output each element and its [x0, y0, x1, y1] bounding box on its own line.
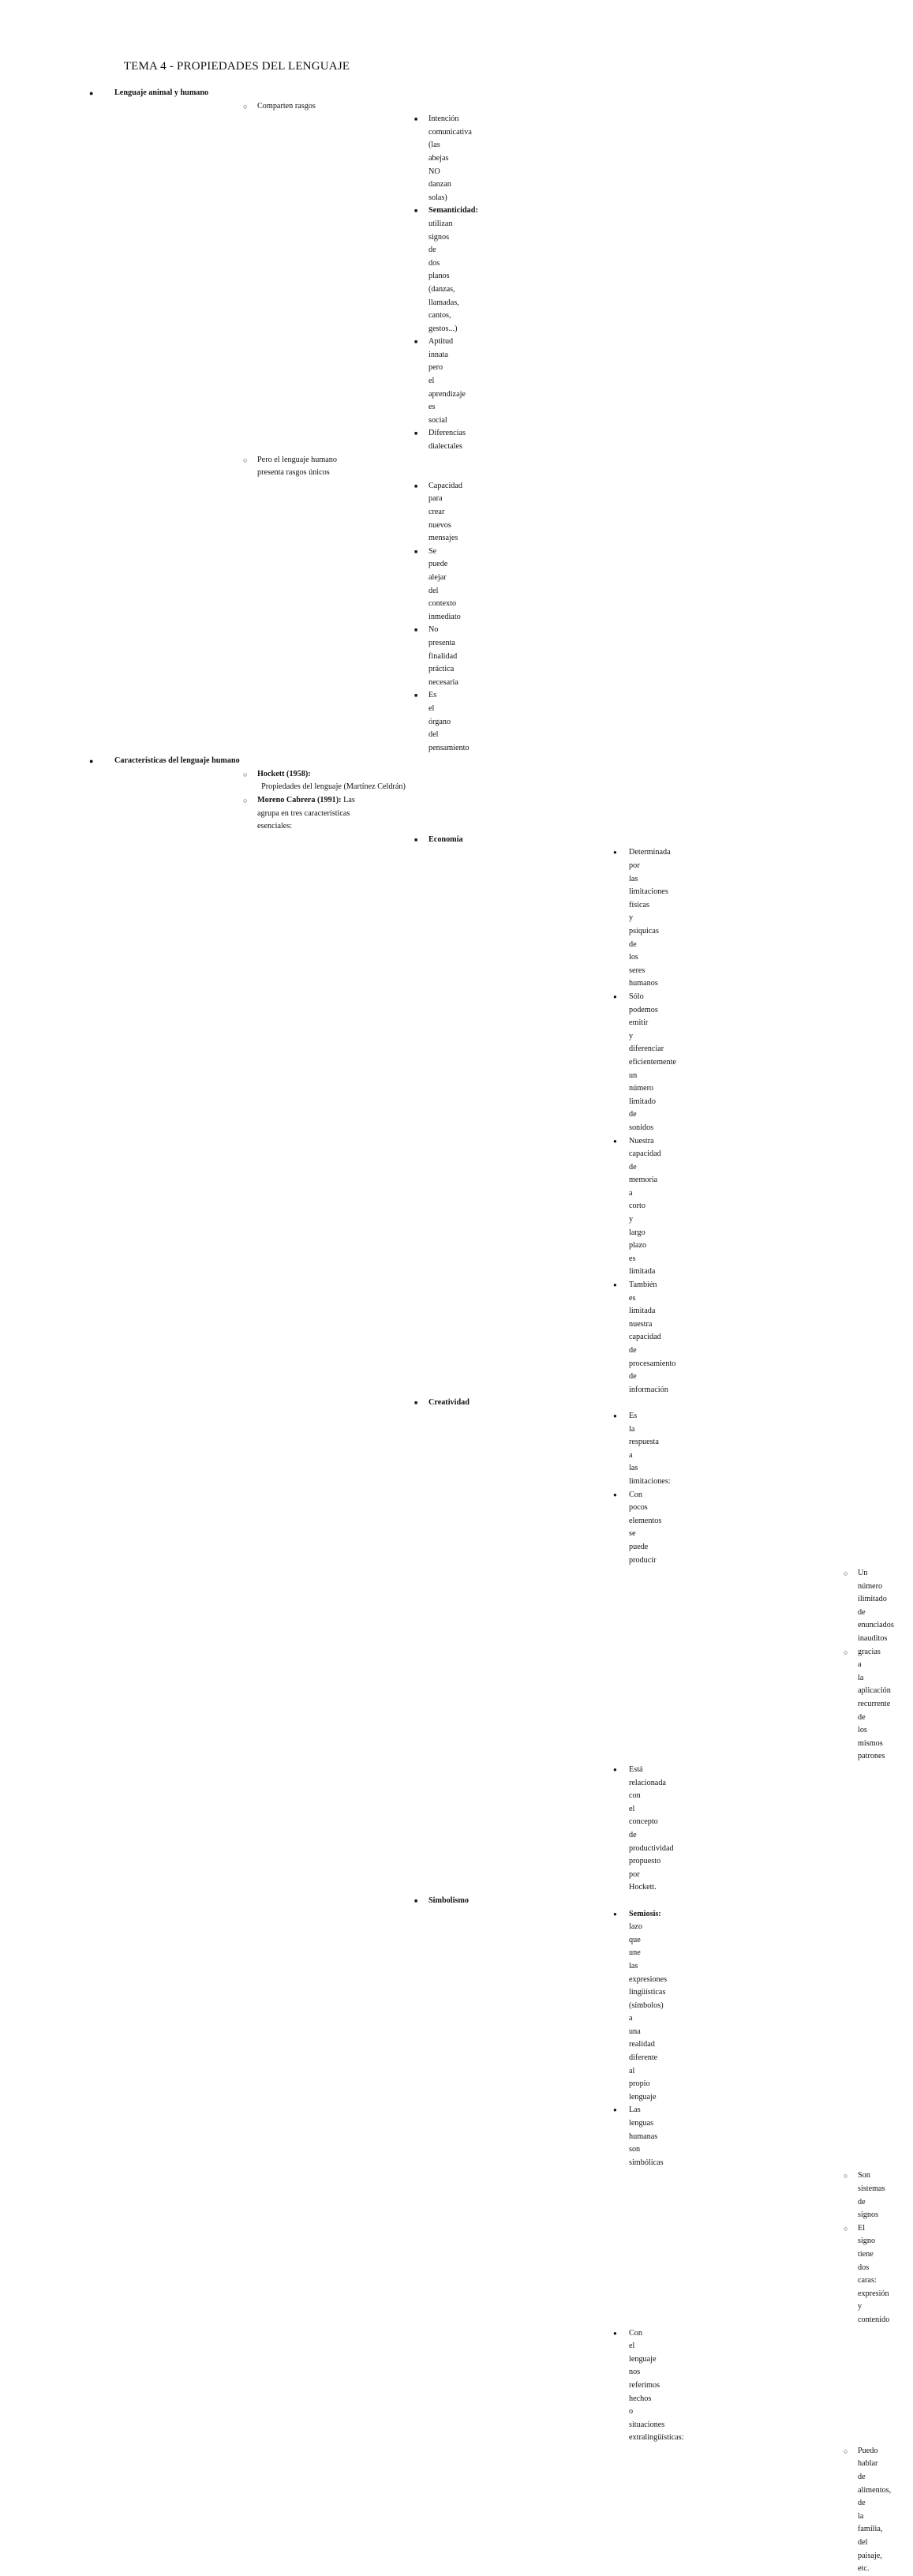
item-text: Con pocos elementos se puede producir: [629, 1490, 662, 1565]
square-bullet-icon: ■: [414, 548, 418, 555]
square-bullet-icon: ■: [414, 1400, 418, 1407]
circle-bullet-icon: ○: [844, 1569, 848, 1578]
item-text: El signo tiene dos caras: expresión y contenido: [858, 2223, 890, 2324]
list-item: [114, 794, 894, 2576]
list-item: [428, 1908, 684, 2105]
item-text: Determinada por las limitaciones físicas y psíquicas de los seres humanos: [629, 848, 671, 988]
list-item: [114, 100, 478, 454]
item-text: Propiedades del lenguaje (Martínez Celdrán): [257, 782, 406, 792]
item-text: Con el lenguaje nos referimos hechos o situaciones extralingüísticas:: [629, 2328, 684, 2443]
list-item: [257, 113, 484, 204]
item-heading: Creatividad: [428, 1398, 470, 1408]
disc-bullet-icon: ●: [89, 757, 94, 766]
section-heading: Lenguaje animal y humano: [114, 88, 209, 97]
item-bold-term: Moreno Cabrera (1991):: [257, 796, 342, 805]
square-bullet-icon: ■: [414, 692, 418, 699]
list-item: [428, 1489, 894, 1764]
item-text: Las lenguas humanas son simbólicas: [629, 2105, 664, 2167]
circle-bullet-icon: ○: [844, 2447, 848, 2455]
circle-bullet-icon: ○: [844, 2224, 848, 2233]
list-item: [257, 480, 484, 546]
square-bullet-icon: ■: [414, 836, 418, 843]
circle-bullet-icon: ○: [243, 456, 248, 464]
item-text: gracias a la aplicación recurrente de los mismos patrones: [858, 1647, 891, 1761]
circle-bullet-icon: ○: [844, 2172, 848, 2180]
list-item: [257, 427, 484, 453]
section-list: [114, 768, 894, 2576]
list-item: [257, 689, 484, 755]
item-bold-term: Semiosis:: [629, 1909, 661, 1918]
item-text: Capacidad para crear nuevos mensajes: [428, 481, 462, 543]
item-text: lazo que une las expresiones lingüísticas (símbolos) a una realidad diferente al propio lenguaje: [629, 1922, 668, 2102]
item-text: Puedo hablar de alimentos, de la familia, del paisaje, etc.: [858, 2446, 892, 2574]
disc-bullet-icon: ●: [613, 1137, 617, 1145]
square-bullet-icon: ■: [414, 627, 418, 634]
list-item-creatividad: [257, 1397, 894, 1895]
list-item-simbolismo: [257, 1895, 892, 2576]
item-text: Un número ilimitado de enunciados inauditos: [858, 1569, 894, 1644]
outline: [0, 87, 894, 2576]
disc-bullet-icon: ●: [613, 1910, 617, 1918]
square-bullet-icon: ■: [414, 1897, 418, 1904]
item-text: Son sistemas de signos: [858, 2171, 885, 2220]
disc-bullet-icon: ●: [89, 89, 94, 97]
circle-bullet-icon: ○: [243, 797, 248, 805]
item-text: Intención comunicativa (las abejas NO danzan solas): [428, 114, 472, 202]
list-item: [428, 1135, 684, 1280]
item-text: Nuestra capacidad de memoria a corto y largo plazo es limitada: [629, 1136, 661, 1277]
item-text: Es la respuesta a las limitaciones:: [629, 1411, 671, 1486]
square-bullet-icon: ■: [414, 116, 418, 123]
list-item: [428, 2104, 890, 2327]
list-item: [629, 1646, 913, 1764]
list-item: [114, 768, 418, 794]
sub-list: [257, 113, 478, 453]
section-caracteristicas: [0, 755, 894, 2576]
circle-bullet-icon: ○: [243, 770, 248, 778]
square-bullet-icon: ■: [414, 339, 418, 346]
list-item: [428, 1410, 684, 1489]
outline-level1: [0, 87, 894, 2576]
item-text: Pero el lenguaje humano presenta rasgos únicos: [257, 455, 337, 478]
section-lenguaje-animal-humano: [0, 87, 478, 755]
square-bullet-icon: ■: [414, 208, 418, 215]
list-item: [114, 454, 470, 756]
list-item-economia: [257, 834, 676, 1397]
list-item: [257, 624, 484, 689]
disc-bullet-icon: ●: [613, 2106, 617, 2114]
list-item: [428, 1764, 684, 1895]
square-bullet-icon: ■: [414, 430, 418, 437]
item-text: utilizan signos de dos planos (danzas, llamadas, cantos, gestos...): [428, 219, 459, 333]
list-item: [428, 1279, 684, 1397]
list-item: [428, 991, 684, 1135]
item-text: Está relacionada con el concepto de productividad propuesto por Hockett.: [629, 1765, 674, 1892]
list-item: [257, 204, 484, 336]
list-item: [629, 2169, 913, 2222]
section-list: [114, 100, 478, 756]
list-item: [629, 2222, 913, 2327]
disc-bullet-icon: ●: [613, 1490, 617, 1498]
list-item: [257, 546, 484, 624]
disc-bullet-icon: ●: [613, 849, 617, 857]
sub-list: [257, 480, 470, 755]
circle-bullet-icon: ○: [844, 1648, 848, 1656]
disc-bullet-icon: ●: [613, 1281, 617, 1289]
item-text: Diferencias dialectales: [428, 429, 466, 452]
item-bold-term: Hockett (1958):: [257, 769, 311, 778]
item-text: Se puede alejar del contexto inmediato: [428, 546, 461, 621]
item-bold-term: Semanticidad:: [428, 206, 478, 216]
item-text: Las agrupa en tres características esenciales:: [257, 796, 355, 831]
list-item: [428, 2327, 892, 2576]
list-item: [428, 846, 684, 991]
list-item: [629, 2445, 913, 2576]
item-text: También es limitada nuestra capacidad de procesamiento de información: [629, 1281, 676, 1394]
disc-bullet-icon: ●: [613, 2329, 617, 2337]
page-title: TEMA 4 - PROPIEDADES DEL LENGUAJE: [123, 60, 350, 73]
circle-bullet-icon: ○: [243, 102, 248, 111]
list-item: [629, 1567, 913, 1646]
item-text: Es el órgano del pensamiento: [428, 691, 470, 752]
disc-bullet-icon: ●: [613, 992, 617, 1000]
item-text: No presenta finalidad práctica necesaria: [428, 625, 458, 687]
item-text: Comparten rasgos: [257, 101, 316, 111]
sub-list: [257, 834, 894, 2576]
item-heading: Simbolismo: [428, 1895, 469, 1905]
section-heading: Características del lenguaje humano: [114, 756, 240, 766]
disc-bullet-icon: ●: [613, 1766, 617, 1773]
square-bullet-icon: ■: [414, 482, 418, 489]
disc-bullet-icon: ●: [613, 1412, 617, 1419]
list-item: [257, 336, 484, 427]
item-text: Aptitud innata pero el aprendizaje es social: [428, 337, 466, 425]
item-heading: Economía: [428, 834, 463, 844]
item-text: Sólo podemos emitir y diferenciar eficientemente un número limitado de sonidos: [629, 992, 676, 1132]
